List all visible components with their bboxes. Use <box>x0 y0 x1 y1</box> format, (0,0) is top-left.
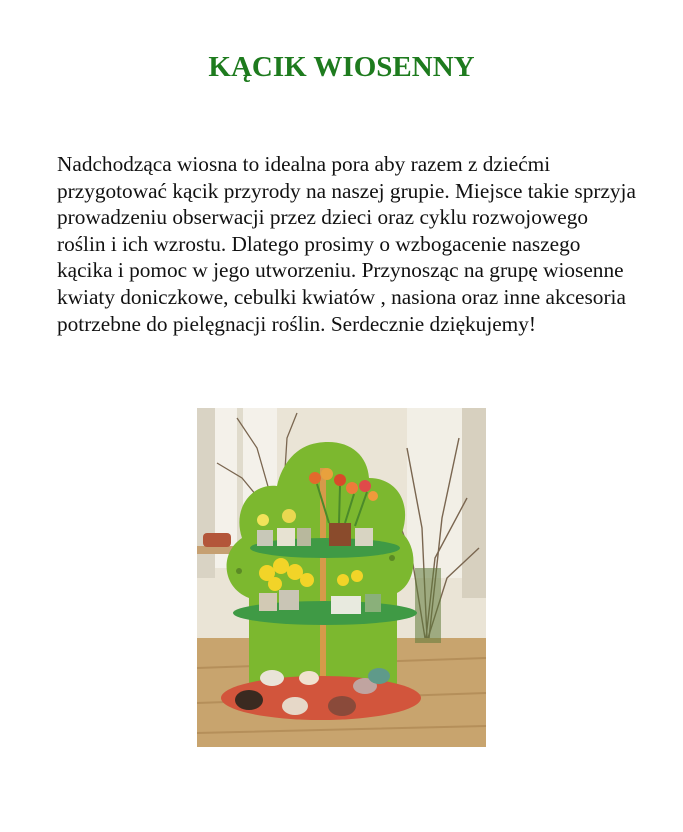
spring-corner-illustration <box>197 408 486 747</box>
intro-paragraph: Nadchodząca wiosna to idealna pora aby razem z dziećmi przygotować kącik przyrody na naszej grupie. Miejsce takie sprzyja prowadzeniu obserwacji przez dzieci oraz cyklu rozwojowego roślin i ich wzrostu. Dlatego prosimy o wzbogacenie naszego kącika i pomoc w jego utworzeniu. Przynosząc na grupę wiosenne kwiaty doniczkowe, cebulki kwiatów , nasiona oraz inne akcesoria potrzebne do pielęgnacji roślin. Serdecznie dziękujemy! <box>57 152 636 336</box>
spring-corner-photo <box>197 408 486 747</box>
page-title: KĄCIK WIOSENNY <box>208 51 475 83</box>
